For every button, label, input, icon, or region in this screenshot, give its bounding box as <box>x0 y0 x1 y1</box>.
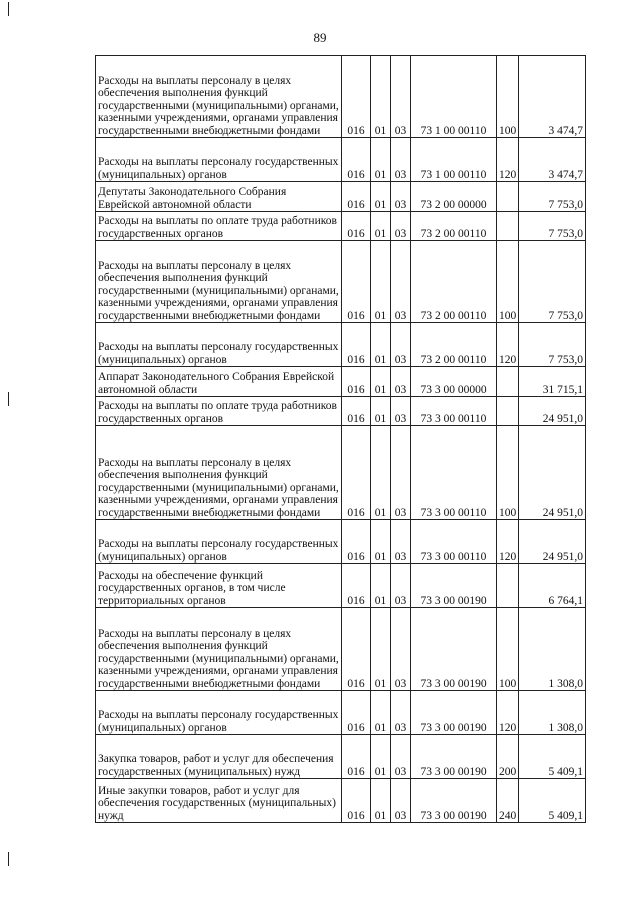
row-name: Расходы на выплаты персоналу государственных (муниципальных) органов <box>96 138 342 182</box>
target-article: 73 3 00 00110 <box>411 426 497 520</box>
amount: 24 951,0 <box>519 520 586 564</box>
expense-type: 100 <box>497 56 519 138</box>
expense-type <box>497 212 519 241</box>
target-article: 73 3 00 00190 <box>411 691 497 735</box>
ministry-code: 016 <box>342 182 371 212</box>
table-row <box>96 138 586 182</box>
table-row <box>96 241 586 323</box>
section-code: 01 <box>371 138 391 182</box>
subsection-code: 03 <box>391 367 411 397</box>
section-code: 01 <box>371 241 391 323</box>
row-name: Расходы на выплаты персоналу государственных (муниципальных) органов <box>96 691 342 735</box>
table-row <box>96 735 586 779</box>
subsection-code: 03 <box>391 564 411 608</box>
table-row <box>96 323 586 367</box>
expense-type: 120 <box>497 323 519 367</box>
amount: 1 308,0 <box>519 691 586 735</box>
section-code: 01 <box>371 367 391 397</box>
target-article: 73 3 00 00000 <box>411 367 497 397</box>
target-article: 73 3 00 00110 <box>411 397 497 426</box>
target-article: 73 2 00 00110 <box>411 241 497 323</box>
subsection-code: 03 <box>391 56 411 138</box>
target-article: 73 3 00 00110 <box>411 520 497 564</box>
amount: 7 753,0 <box>519 182 586 212</box>
subsection-code: 03 <box>391 212 411 241</box>
target-article: 73 2 00 00110 <box>411 212 497 241</box>
expense-type: 240 <box>497 779 519 823</box>
target-article: 73 1 00 00110 <box>411 138 497 182</box>
amount: 24 951,0 <box>519 397 586 426</box>
expense-type: 200 <box>497 735 519 779</box>
subsection-code: 03 <box>391 397 411 426</box>
budget-table <box>95 55 586 823</box>
subsection-code: 03 <box>391 608 411 691</box>
table-row <box>96 691 586 735</box>
row-name: Расходы на выплаты персоналу в целях обеспечения выполнения функций государственными (муниципальными) органами, казенными учреждениями, органами управления государственными внебюджетными фондами <box>96 241 342 323</box>
target-article: 73 2 00 00000 <box>411 182 497 212</box>
section-code: 01 <box>371 520 391 564</box>
expense-type <box>497 564 519 608</box>
expense-type: 120 <box>497 138 519 182</box>
ministry-code: 016 <box>342 735 371 779</box>
section-code: 01 <box>371 397 391 426</box>
table-row <box>96 520 586 564</box>
subsection-code: 03 <box>391 241 411 323</box>
row-name: Расходы на выплаты персоналу в целях обеспечения выполнения функций государственными (муниципальными) органами, казенными учреждениями, органами управления государственными внебюджетными фондами <box>96 56 342 138</box>
margin-mark <box>8 852 9 866</box>
row-name: Расходы на выплаты персоналу государственных (муниципальных) органов <box>96 323 342 367</box>
ministry-code: 016 <box>342 691 371 735</box>
expense-type: 120 <box>497 691 519 735</box>
section-code: 01 <box>371 182 391 212</box>
section-code: 01 <box>371 735 391 779</box>
section-code: 01 <box>371 56 391 138</box>
section-code: 01 <box>371 323 391 367</box>
amount: 7 753,0 <box>519 212 586 241</box>
table-row <box>96 426 586 520</box>
target-article: 73 3 00 00190 <box>411 608 497 691</box>
section-code: 01 <box>371 779 391 823</box>
ministry-code: 016 <box>342 608 371 691</box>
page-number: 89 <box>313 30 327 45</box>
row-name: Расходы на выплаты персоналу в целях обеспечения выполнения функций государственными (муниципальными) органами, казенными учреждениями, органами управления государственными внебюджетными фондами <box>96 426 342 520</box>
ministry-code: 016 <box>342 138 371 182</box>
ministry-code: 016 <box>342 212 371 241</box>
ministry-code: 016 <box>342 520 371 564</box>
subsection-code: 03 <box>391 735 411 779</box>
margin-mark <box>8 2 9 16</box>
subsection-code: 03 <box>391 323 411 367</box>
subsection-code: 03 <box>391 691 411 735</box>
table-row <box>96 367 586 397</box>
subsection-code: 03 <box>391 182 411 212</box>
row-name: Расходы на выплаты по оплате труда работников государственных органов <box>96 397 342 426</box>
amount: 1 308,0 <box>519 608 586 691</box>
table-row <box>96 779 586 823</box>
row-name: Депутаты Законодательного Собрания Еврейской автономной области <box>96 182 342 212</box>
target-article: 73 2 00 00110 <box>411 323 497 367</box>
expense-type <box>497 397 519 426</box>
ministry-code: 016 <box>342 426 371 520</box>
ministry-code: 016 <box>342 323 371 367</box>
subsection-code: 03 <box>391 426 411 520</box>
row-name: Закупка товаров, работ и услуг для обеспечения государственных (муниципальных) нужд <box>96 735 342 779</box>
target-article: 73 3 00 00190 <box>411 564 497 608</box>
ministry-code: 016 <box>342 241 371 323</box>
section-code: 01 <box>371 564 391 608</box>
row-name: Аппарат Законодательного Собрания Еврейской автономной области <box>96 367 342 397</box>
budget-table-body <box>96 56 586 823</box>
table-row <box>96 56 586 138</box>
section-code: 01 <box>371 691 391 735</box>
row-name: Расходы на выплаты персоналу государственных (муниципальных) органов <box>96 520 342 564</box>
row-name: Расходы на выплаты по оплате труда работников государственных органов <box>96 212 342 241</box>
amount: 7 753,0 <box>519 323 586 367</box>
table-row <box>96 212 586 241</box>
amount: 7 753,0 <box>519 241 586 323</box>
expense-type: 100 <box>497 608 519 691</box>
ministry-code: 016 <box>342 56 371 138</box>
subsection-code: 03 <box>391 779 411 823</box>
table-row <box>96 608 586 691</box>
target-article: 73 1 00 00110 <box>411 56 497 138</box>
section-code: 01 <box>371 426 391 520</box>
ministry-code: 016 <box>342 779 371 823</box>
row-name: Расходы на обеспечение функций государственных органов, в том числе территориальных органов <box>96 564 342 608</box>
table-row <box>96 182 586 212</box>
row-name: Иные закупки товаров, работ и услуг для обеспечения государственных (муниципальных) нужд <box>96 779 342 823</box>
subsection-code: 03 <box>391 520 411 564</box>
section-code: 01 <box>371 608 391 691</box>
amount: 3 474,7 <box>519 138 586 182</box>
target-article: 73 3 00 00190 <box>411 735 497 779</box>
amount: 3 474,7 <box>519 56 586 138</box>
amount: 5 409,1 <box>519 735 586 779</box>
amount: 31 715,1 <box>519 367 586 397</box>
table-row <box>96 397 586 426</box>
ministry-code: 016 <box>342 564 371 608</box>
subsection-code: 03 <box>391 138 411 182</box>
expense-type: 100 <box>497 426 519 520</box>
amount: 24 951,0 <box>519 426 586 520</box>
section-code: 01 <box>371 212 391 241</box>
expense-type: 120 <box>497 520 519 564</box>
ministry-code: 016 <box>342 367 371 397</box>
ministry-code: 016 <box>342 397 371 426</box>
row-name: Расходы на выплаты персоналу в целях обеспечения выполнения функций государственными (муниципальными) органами, казенными учреждениями, органами управления государственными внебюджетными фондами <box>96 608 342 691</box>
expense-type <box>497 367 519 397</box>
target-article: 73 3 00 00190 <box>411 779 497 823</box>
expense-type: 100 <box>497 241 519 323</box>
margin-mark <box>8 392 9 406</box>
amount: 6 764,1 <box>519 564 586 608</box>
amount: 5 409,1 <box>519 779 586 823</box>
table-row <box>96 564 586 608</box>
expense-type <box>497 182 519 212</box>
